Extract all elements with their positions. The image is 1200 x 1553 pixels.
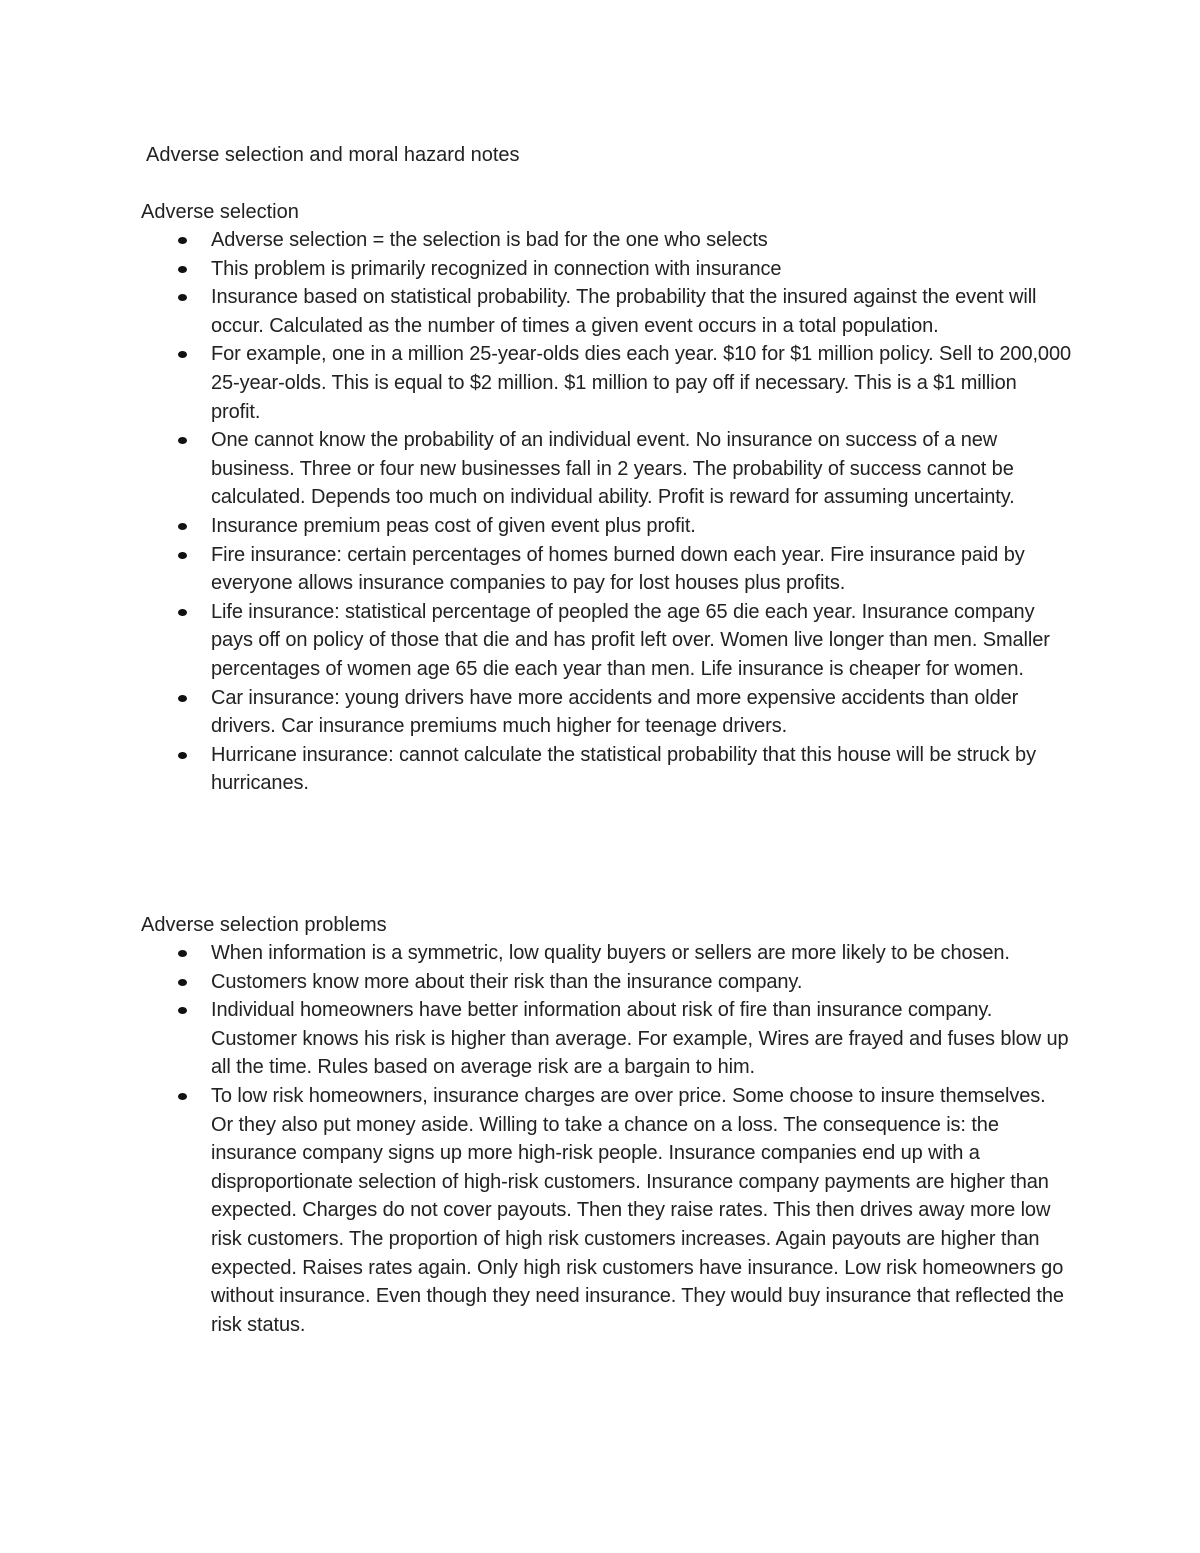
list-item-text: Insurance based on statistical probability. The probability that the insured against the event will occur. Calculated as the number of times a given event occurs in a total population.: [211, 286, 1037, 337]
bullet-icon: [178, 294, 187, 301]
bullet-icon: [178, 237, 187, 244]
list-item: [211, 426, 1071, 512]
list-item: [211, 1082, 1071, 1339]
list-item: [211, 996, 1071, 1082]
bullet-icon: [178, 979, 187, 986]
list-item: [211, 968, 1071, 997]
list-item-text: This problem is primarily recognized in connection with insurance: [211, 257, 782, 280]
list-item: [211, 684, 1071, 741]
list-item: [211, 541, 1071, 598]
bullet-list-adverse-selection-problems: [211, 939, 1071, 1339]
list-item: [211, 741, 1071, 798]
list-item: [211, 340, 1071, 426]
list-item-text: Insurance premium peas cost of given event plus profit.: [211, 514, 696, 537]
bullet-icon: [178, 609, 187, 616]
list-item-text: To low risk homeowners, insurance charges are over price. Some choose to insure themselves. Or they also put money aside. Willing to take a chance on a loss. The consequence is: the insurance company signs up more high-risk people. Insurance companies end up with a disproportionate selection of high-risk customers. Insurance company payments are higher than expected. Charges do not cover payouts. Then they raise rates. This then drives away more low risk customers. The proportion of high risk customers increases. Again payouts are higher than expected. Raises rates again. Only high risk customers have insurance. Low risk homeowners go without insurance. Even though they need insurance. They would buy insurance that reflected the risk status.: [211, 1084, 1064, 1336]
list-item-text: For example, one in a million 25-year-olds dies each year. $10 for $1 million policy. Sell to 200,000 25-year-olds. This is equal to $2 million. $1 million to pay off if necessary. This is a $1 million profit.: [211, 343, 1071, 423]
list-item: [211, 255, 1071, 284]
list-item-text: Individual homeowners have better information about risk of fire than insurance company. Customer knows his risk is higher than average. For example, Wires are frayed and fuses blow up all the time. Rules based on average risk are a bargain to him.: [211, 999, 1069, 1079]
list-item-text: Hurricane insurance: cannot calculate the statistical probability that this house will be struck by hurricanes.: [211, 743, 1036, 795]
bullet-icon: [178, 695, 187, 702]
list-item-text: Life insurance: statistical percentage of peopled the age 65 die each year. Insurance company pays off on policy of those that die and has profit left over. Women live longer than men. Smaller percentages of women age 65 die each year than men. Life insurance is cheaper for women.: [211, 600, 1050, 680]
list-item-text: Car insurance: young drivers have more accidents and more expensive accidents than older drivers. Car insurance premiums much higher for teenage drivers.: [211, 686, 1019, 738]
list-item: [211, 226, 1071, 255]
bullet-icon: [178, 351, 187, 358]
list-item-text: Fire insurance: certain percentages of homes burned down each year. Fire insurance paid by everyone allows insurance companies to pay for lost houses plus profits.: [211, 543, 1025, 595]
document-title: Adverse selection and moral hazard notes: [146, 144, 520, 166]
section-heading-adverse-selection-problems: Adverse selection problems: [141, 914, 387, 936]
list-item-text: Adverse selection = the selection is bad for the one who selects: [211, 229, 768, 251]
list-item-text: Customers know more about their risk than the insurance company.: [211, 970, 803, 993]
list-item-text: One cannot know the probability of an individual event. No insurance on success of a new business. Three or four new businesses fall in 2 years. The probability of success cannot be calculated. Depends too much on individual ability. Profit is reward for assuming uncertainty.: [211, 429, 1015, 509]
bullet-icon: [178, 1093, 187, 1100]
bullet-list-adverse-selection: [211, 226, 1071, 798]
bullet-icon: [178, 266, 187, 273]
bullet-icon: [178, 552, 187, 559]
list-item: [211, 598, 1071, 684]
section-heading-adverse-selection: Adverse selection: [141, 201, 299, 223]
bullet-icon: [178, 950, 187, 957]
bullet-icon: [178, 752, 187, 759]
bullet-icon: [178, 437, 187, 444]
list-item: [211, 512, 1071, 541]
list-item: [211, 939, 1071, 968]
list-item: [211, 283, 1071, 340]
list-item-text: When information is a symmetric, low quality buyers or sellers are more likely to be chosen.: [211, 942, 1010, 964]
bullet-icon: [178, 523, 187, 530]
bullet-icon: [178, 1007, 187, 1014]
